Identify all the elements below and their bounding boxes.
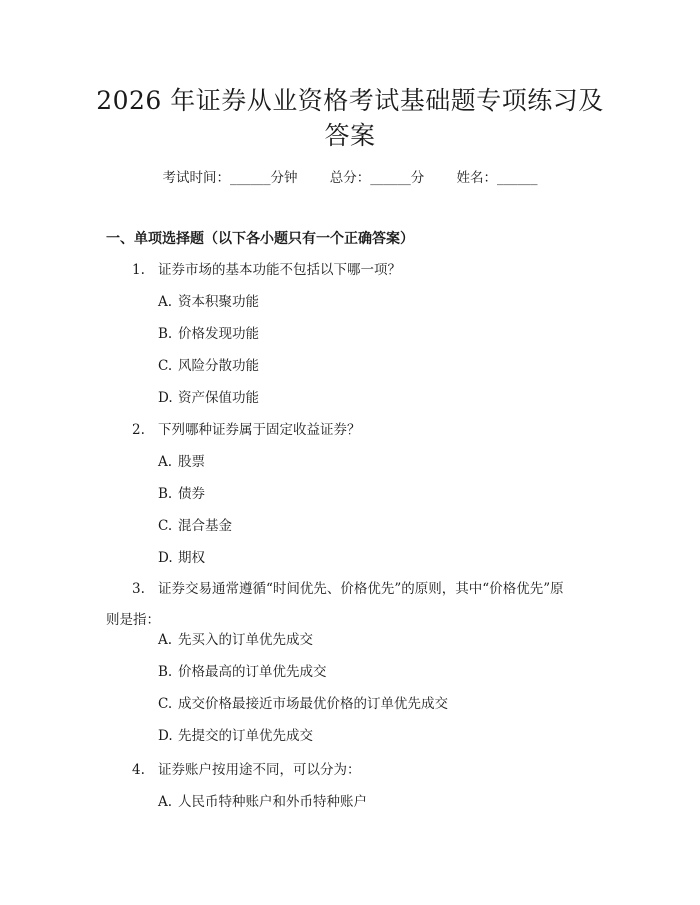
option-text: 成交价格最接近市场最优价格的订单优先成交 bbox=[178, 696, 448, 712]
option-letter: C. bbox=[158, 358, 173, 374]
option-text: 期权 bbox=[178, 550, 205, 566]
question-text: 下列哪种证券属于固定收益证券？ bbox=[158, 422, 361, 438]
option-letter: C. bbox=[158, 696, 173, 712]
option-letter: A. bbox=[158, 454, 173, 470]
option-text: 股票 bbox=[178, 454, 205, 470]
question-2-option-a bbox=[158, 452, 205, 472]
option-letter: B. bbox=[158, 326, 173, 342]
section-heading: 一、单项选择题（以下各小题只有一个正确答案） bbox=[106, 231, 414, 247]
option-letter: D. bbox=[158, 390, 173, 406]
question-text: 证券交易通常遵循“时间优先、价格优先”的原则，其中“价格优先”原则是指： bbox=[106, 581, 564, 628]
exam-total-score: 总分：______分 bbox=[329, 170, 425, 186]
question-3-option-b bbox=[158, 662, 327, 682]
question-4-option-a bbox=[158, 792, 367, 812]
question-3-option-c bbox=[158, 694, 448, 714]
question-1-option-c bbox=[158, 356, 259, 376]
question-1-option-a bbox=[158, 292, 259, 312]
question-2-option-d bbox=[158, 548, 205, 568]
question-number: 1. bbox=[132, 262, 145, 278]
option-text: 资产保值功能 bbox=[178, 390, 259, 406]
option-text: 价格发现功能 bbox=[178, 326, 259, 342]
option-letter: A. bbox=[158, 632, 173, 648]
option-text: 资本积聚功能 bbox=[178, 294, 259, 310]
option-text: 先买入的订单优先成交 bbox=[178, 632, 313, 648]
document-title-line2: 答案 bbox=[324, 121, 376, 150]
option-letter: A. bbox=[158, 794, 173, 810]
exam-time: 考试时间：______分钟 bbox=[162, 170, 298, 186]
question-number: 3. bbox=[132, 581, 145, 597]
question-number: 4. bbox=[132, 762, 145, 778]
question-2-option-c bbox=[158, 516, 232, 536]
question-3-option-d bbox=[158, 726, 313, 746]
question-2-option-b bbox=[158, 484, 205, 504]
option-letter: B. bbox=[158, 664, 173, 680]
question-1 bbox=[132, 260, 401, 280]
option-text: 混合基金 bbox=[178, 518, 232, 534]
exam-name: 姓名：______ bbox=[456, 170, 538, 186]
option-letter: C. bbox=[158, 518, 173, 534]
option-letter: D. bbox=[158, 550, 173, 566]
question-3 bbox=[106, 574, 576, 636]
question-4 bbox=[132, 760, 361, 780]
option-text: 债券 bbox=[178, 486, 205, 502]
question-2 bbox=[132, 420, 361, 440]
question-number: 2. bbox=[132, 422, 145, 438]
option-text: 价格最高的订单优先成交 bbox=[178, 664, 327, 680]
option-text: 风险分散功能 bbox=[178, 358, 259, 374]
question-1-option-b bbox=[158, 324, 259, 344]
document-title-line1: 2026 年证券从业资格考试基础题专项练习及 bbox=[96, 86, 604, 115]
question-text: 证券账户按用途不同，可以分为： bbox=[158, 762, 361, 778]
exam-meta bbox=[0, 168, 700, 188]
question-3-option-a bbox=[158, 630, 313, 650]
option-text: 先提交的订单优先成交 bbox=[178, 728, 313, 744]
option-letter: A. bbox=[158, 294, 173, 310]
option-letter: B. bbox=[158, 486, 173, 502]
question-text: 证券市场的基本功能不包括以下哪一项？ bbox=[158, 262, 401, 278]
question-1-option-d bbox=[158, 388, 259, 408]
option-text: 人民币特种账户和外币特种账户 bbox=[178, 794, 367, 810]
option-letter: D. bbox=[158, 728, 173, 744]
